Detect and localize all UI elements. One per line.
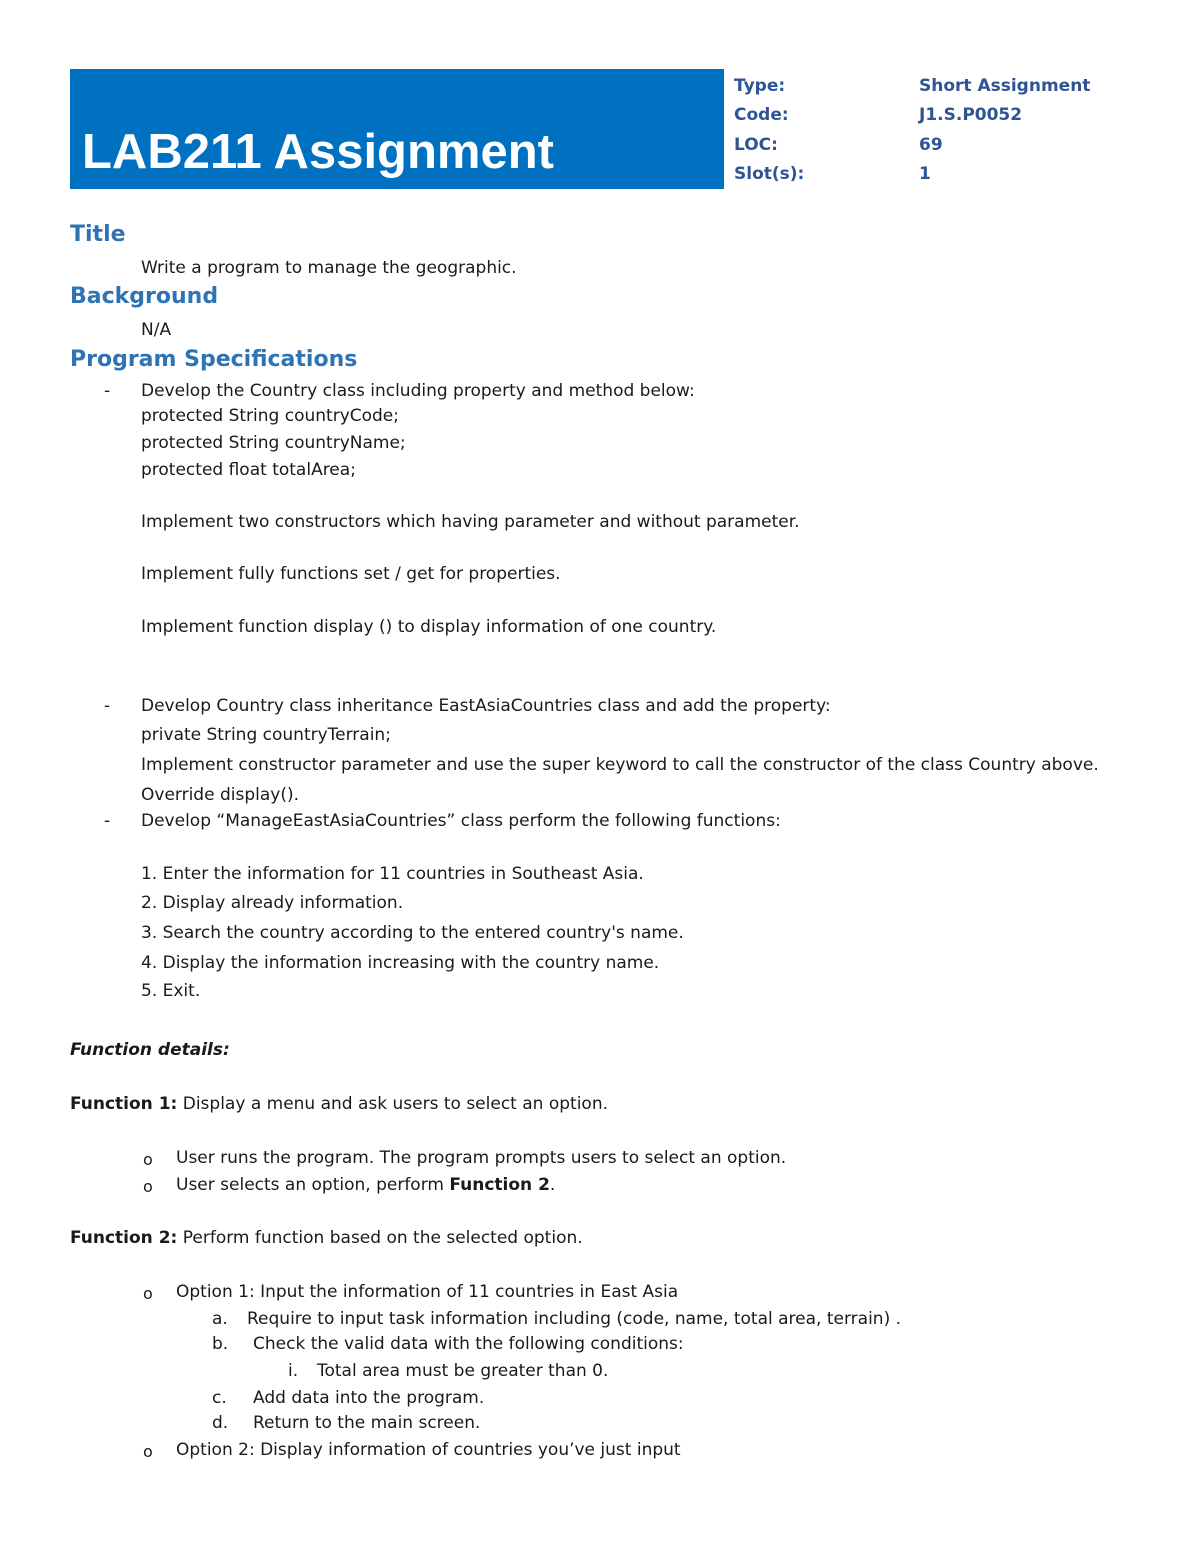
meta-key: Slot(s): <box>734 163 805 184</box>
sub-marker: c. <box>212 1388 227 1408</box>
option-1-text: Input the information of 11 countries in East Asia <box>254 1282 679 1302</box>
function-1-bullet: User runs the program. The program prompts users to select an option. <box>176 1148 787 1168</box>
spec-setget: Implement fully functions set / get for properties. <box>141 564 561 584</box>
meta-value: 69 <box>919 134 943 155</box>
bullet-icon: o <box>143 1442 153 1461</box>
function-2-label: Function 2: <box>70 1228 178 1248</box>
spec-heading: Program Specifications <box>70 347 358 372</box>
list-dash: - <box>104 696 111 716</box>
spec-display: Implement function display () to display information of one country. <box>141 617 717 637</box>
option-2-label: Option 2: <box>176 1440 255 1460</box>
meta-key: Type: <box>734 76 786 96</box>
option-2-line <box>176 1440 681 1460</box>
function-details-heading: Function details: <box>70 1040 230 1060</box>
banner-title: LAB211 Assignment <box>82 125 554 179</box>
function-2-line <box>70 1228 583 1248</box>
option-1-line <box>176 1282 678 1302</box>
sub-marker: i. <box>288 1361 299 1381</box>
spec-override: Override display(). <box>141 785 299 805</box>
code-line: private String countryTerrain; <box>141 725 391 745</box>
sub-item: Total area must be greater than 0. <box>317 1361 609 1381</box>
option-2-text: Display information of countries you’ve just input <box>254 1440 681 1460</box>
function-2-text: Perform function based on the selected option. <box>177 1228 583 1248</box>
meta-value: 1 <box>919 163 931 184</box>
bullet-icon: o <box>143 1284 153 1303</box>
sub-item: Return to the main screen. <box>253 1413 481 1433</box>
function-1-label: Function 1: <box>70 1094 178 1114</box>
menu-item: 3. Search the country according to the entered country's name. <box>141 923 684 943</box>
sub-marker: b. <box>212 1334 229 1354</box>
list-dash: - <box>104 811 111 831</box>
title-text: Write a program to manage the geographic. <box>141 258 517 278</box>
title-banner <box>70 69 724 189</box>
code-line: protected String countryName; <box>141 433 406 453</box>
bullet-icon: o <box>143 1177 153 1196</box>
menu-item: 4. Display the information increasing with the country name. <box>141 953 660 973</box>
sub-item: Require to input task information including (code, name, total area, terrain) . <box>247 1309 902 1329</box>
sub-item: Check the valid data with the following conditions: <box>253 1334 684 1354</box>
sub-marker: a. <box>212 1309 228 1329</box>
meta-value: J1.S.P0052 <box>919 105 1023 126</box>
option-1-label: Option 1: <box>176 1282 255 1302</box>
bullet-icon: o <box>143 1150 153 1169</box>
function-2-ref: Function 2 <box>449 1175 550 1195</box>
sub-item: Add data into the program. <box>253 1388 485 1408</box>
spec-constructors: Implement two constructors which having parameter and without parameter. <box>141 512 800 532</box>
code-line: protected float totalArea; <box>141 460 356 480</box>
meta-value: Short Assignment <box>919 76 1091 96</box>
function-1-line <box>70 1094 608 1114</box>
list-dash: - <box>104 381 111 401</box>
bullet-text: User selects an option, perform <box>176 1175 450 1195</box>
meta-key: LOC: <box>734 134 778 155</box>
code-line: protected String countryCode; <box>141 406 399 426</box>
spec-item-inheritance: Develop Country class inheritance EastAsiaCountries class and add the property: <box>141 696 831 716</box>
bullet-text: . <box>549 1175 556 1195</box>
menu-item: 2. Display already information. <box>141 893 404 913</box>
sub-marker: d. <box>212 1413 229 1433</box>
menu-item: 5. Exit. <box>141 981 201 1001</box>
background-heading: Background <box>70 284 219 309</box>
function-1-text: Display a menu and ask users to select an option. <box>177 1094 608 1114</box>
background-text: N/A <box>141 320 172 340</box>
meta-key: Code: <box>734 105 789 126</box>
function-1-bullet <box>176 1175 555 1195</box>
spec-constructor-super: Implement constructor parameter and use the super keyword to call the constructor of the class Country above. <box>141 755 1099 775</box>
menu-item: 1. Enter the information for 11 countries in Southeast Asia. <box>141 864 644 884</box>
title-heading: Title <box>70 222 126 247</box>
spec-item-manager: Develop “ManageEastAsiaCountries” class perform the following functions: <box>141 811 781 831</box>
spec-item-country-class: Develop the Country class including property and method below: <box>141 381 695 401</box>
